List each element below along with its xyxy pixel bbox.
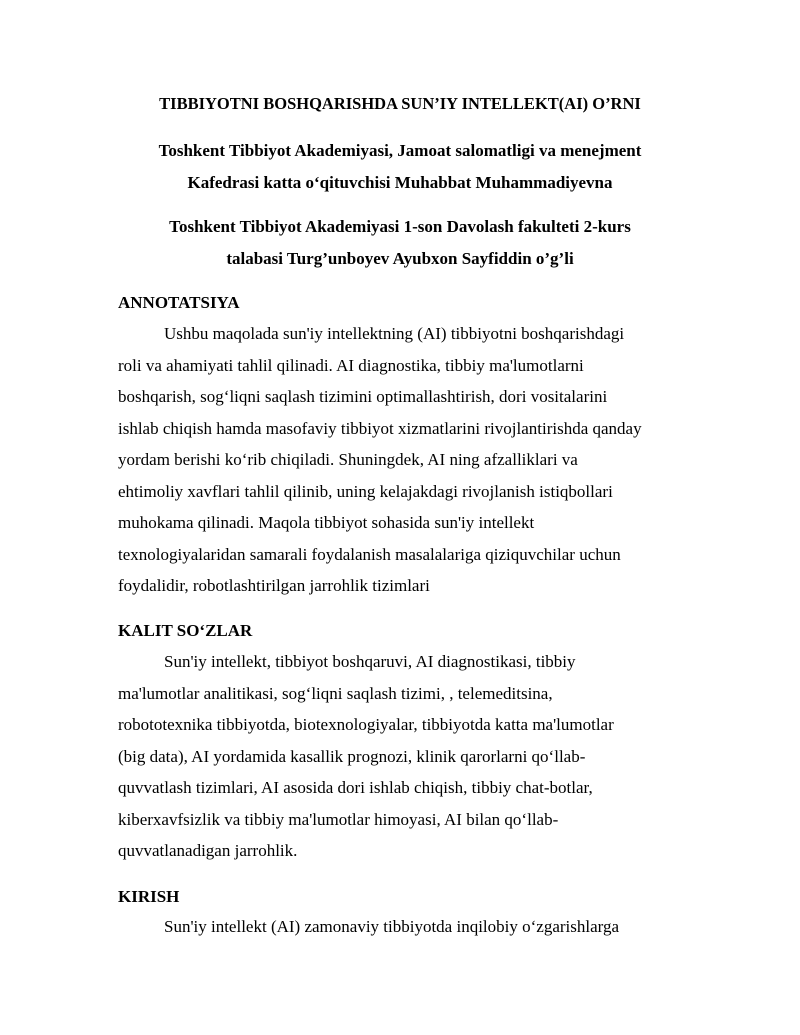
paragraph-line: quvvatlash tizimlari, AI asosida dori ishlab chiqish, tibbiy chat-botlar, bbox=[118, 778, 593, 797]
paragraph-line: Ushbu maqolada sun'iy intellektning (AI) tibbiyotni boshqarishdagi bbox=[164, 324, 625, 343]
paragraph-line: Sun'iy intellekt (AI) zamonaviy tibbiyotda inqilobiy o‘zgarishlarga bbox=[164, 917, 620, 936]
author-affiliation-1 bbox=[0, 135, 800, 199]
paragraph-line: yordam berishi ko‘rib chiqiladi. Shuningdek, AI ning afzalliklari va bbox=[118, 450, 578, 469]
author-line: Kafedrasi katta o‘qituvchisi Muhabbat Muhammadiyevna bbox=[187, 173, 613, 192]
paragraph-line: ehtimoliy xavflari tahlil qilinib, uning kelajakdagi rivojlanish istiqbollari bbox=[118, 481, 613, 501]
paragraph-line: robototexnika tibbiyotda, biotexnologiyalar, tibbiyotda katta ma'lumotlar bbox=[118, 715, 614, 734]
paragraph-line: boshqarish, sog‘liqni saqlash tizimini optimallashtirish, dori vositalarini bbox=[118, 387, 608, 406]
author-line: Toshkent Tibbiyot Akademiyasi 1-son Davolash fakulteti 2-kurs bbox=[169, 217, 631, 236]
paragraph-line: roli va ahamiyati tahlil qilinadi. AI diagnostika, tibbiy ma'lumotlarni bbox=[118, 355, 584, 375]
author-affiliation-2 bbox=[0, 211, 800, 275]
author-line: talabasi Turg’unboyev Ayubxon Sayfiddin o’g’li bbox=[226, 249, 574, 268]
paragraph-line: muhokama qilinadi. Maqola tibbiyot sohasida sun'iy intellekt bbox=[118, 513, 535, 532]
paragraph-line: texnologiyalaridan samarali foydalanish masalalariga qiziquvchilar uchun bbox=[118, 544, 621, 564]
author-line: Toshkent Tibbiyot Akademiyasi, Jamoat salomatligi va menejment bbox=[158, 141, 642, 160]
paragraph-line: kiberxavfsizlik va tibbiy ma'lumotlar himoyasi, AI bilan qo‘llab- bbox=[118, 809, 559, 829]
paragraph-line: ishlab chiqish hamda masofaviy tibbiyot xizmatlarini rivojlantirishda qanday bbox=[118, 418, 642, 438]
kirish-heading: KIRISH bbox=[118, 887, 180, 906]
paragraph-line: Sun'iy intellekt, tibbiyot boshqaruvi, AI diagnostikasi, tibbiy bbox=[164, 652, 576, 671]
paragraph-line: (big data), AI yordamida kasallik prognozi, klinik qarorlarni qo‘llab- bbox=[118, 746, 586, 766]
kirish-paragraph bbox=[118, 911, 698, 943]
kalit-sozlar-paragraph bbox=[118, 646, 698, 867]
paragraph-line: foydalidir, robotlashtirilgan jarrohlik tizimlari bbox=[118, 576, 430, 595]
paragraph-line: quvvatlanadigan jarrohlik. bbox=[118, 841, 298, 860]
annotatsiya-paragraph bbox=[118, 318, 698, 602]
paper-title: TIBBIYOTNI BOSHQARISHDA SUN’IY INTELLEKT(AI) O’RNI bbox=[159, 94, 641, 113]
annotatsiya-heading: ANNOTATSIYA bbox=[118, 293, 240, 312]
kalit-sozlar-heading: KALIT SO‘ZLAR bbox=[118, 621, 253, 640]
paragraph-line: ma'lumotlar analitikasi, sog‘liqni saqlash tizimi, , telemeditsina, bbox=[118, 683, 553, 703]
